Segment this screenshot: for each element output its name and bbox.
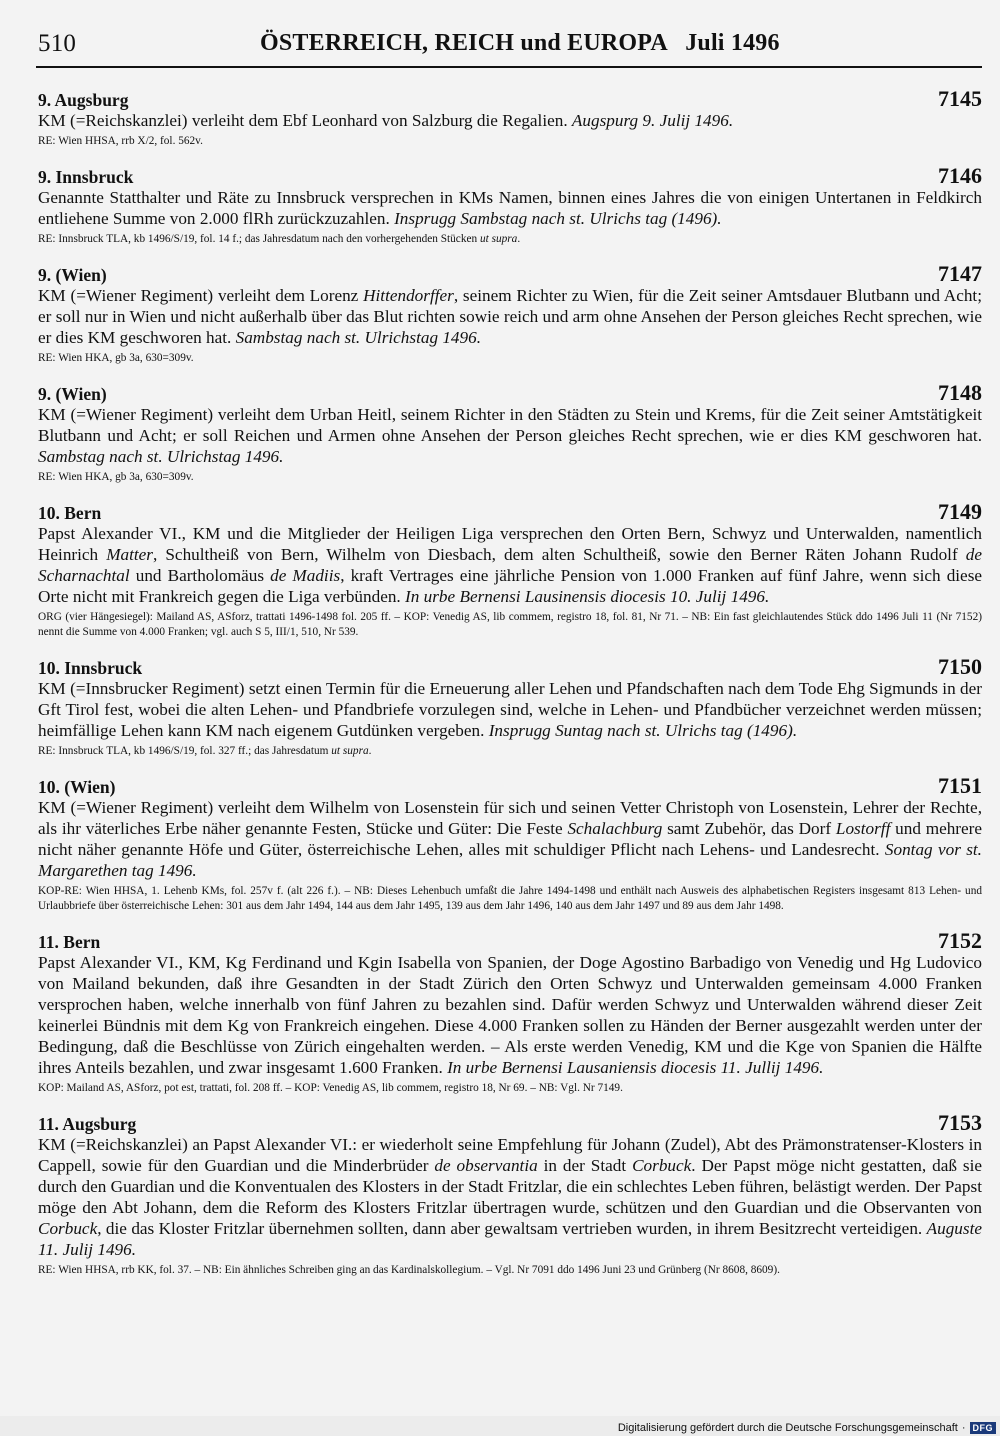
text-run: Papst Alexander VI., KM und die Mitglieder der Heiligen Liga versprechen den Orten Bern, Schwyz und Unterwalden, namentlich Heinrich	[38, 524, 982, 564]
entry-number: 7153	[938, 1110, 982, 1135]
entry-number: 7148	[938, 380, 982, 405]
text-run: KM (=Wiener Regiment) verleiht dem Wilhelm von Losenstein für sich und seinen Vetter Christoph von Losenstein, Lehrer der Rechte, als ihr väterliches Erbe näher genannte Festen, Stücke und Güter: Die Feste	[38, 798, 982, 838]
entry-number: 7146	[938, 163, 982, 188]
regest-entry	[38, 86, 982, 149]
entry-date-place: 9. Innsbruck	[38, 167, 134, 187]
text-run: KM (=Wiener Regiment) verleiht dem Lorenz	[38, 286, 364, 305]
italic-text-run: Sontag vor st. Margarethen tag 1496.	[38, 840, 982, 880]
italic-text-run: Insprugg Sambstag nach st. Ulrichs tag (1496).	[394, 209, 722, 228]
entry-summary	[38, 1134, 982, 1260]
italic-text-run: Corbuck	[632, 1156, 692, 1175]
note-run: ORG (vier Hängesiegel): Mailand AS, ASforz, trattati 1496-1498 fol. 205 ff. – KOP: Venedig AS, lib commem, registro 18, fol. 81, Nr 71. – NB: Ein fast gleichlautendes Stück ddo 1496 Juli 11 (Nr 7152) nennt die Summe von 4.000 Franken; vgl. auch S 5, III/1, 510, Nr 539.	[38, 611, 982, 638]
note-run: RE: Wien HKA, gb 3a, 630=309v.	[38, 471, 194, 483]
note-run: RE: Wien HKA, gb 3a, 630=309v.	[38, 352, 194, 364]
entry-source-notes	[38, 744, 982, 759]
text-run: samt Zubehör, das Dorf	[662, 819, 836, 838]
italic-text-run: Matter	[106, 545, 153, 564]
note-run: RE: Wien HHSA, rrb X/2, fol. 562v.	[38, 135, 203, 147]
text-run: . Der Papst möge nicht gestatten, daß sie durch den Guardian und die Konventualen des Klosters in der Stadt Fritzlar, die ein schlechtes Leben führen, belästigt werden. Der Papst möge den Abt Johann, dem die Reform des Klosters Fritzlar übertragen wurde, schützen und den Guardian und die Observanten von	[38, 1156, 982, 1217]
italic-text-run: In urbe Bernensi Lausaniensis diocesis 11. Jullij 1496.	[447, 1058, 824, 1077]
text-run: und mehrere nicht näher genannte Höfe und Güter, österreichische Lehen, alles mit schuldiger Pflicht nach Lehens- und Landesrecht.	[38, 819, 982, 859]
entry-date-place: 9. (Wien)	[38, 384, 107, 404]
entry-number: 7147	[938, 261, 982, 286]
entry-heading	[38, 163, 982, 187]
text-run: in der Stadt	[537, 1156, 633, 1175]
entry-summary	[38, 404, 982, 467]
text-run: , kraft Vertrages eine jährliche Pension von 1.000 Franken auf fünf Jahre, wenn sich diese Orte nicht mit Frankreich gegen die Liga verbünden.	[38, 566, 983, 606]
entry-source-notes	[38, 610, 982, 640]
text-run: KM (=Reichskanzlei) an Papst Alexander VI.: er wiederholt seine Empfehlung für Johann (Zudel), Abt des Prämonstratenser-Klosters in Cappell, sowie für den Guardian und die Minderbrüder	[38, 1135, 982, 1175]
entry-date-place: 10. Innsbruck	[38, 658, 143, 678]
text-run: , Schultheiß von Bern, Wilhelm von Diesbach, dem alten Schultheiß, sowie den Berner Räten Johann Rudolf	[153, 545, 966, 564]
entry-source-notes	[38, 1081, 982, 1096]
regest-entry	[38, 773, 982, 914]
italic-text-run: Lostorff	[835, 819, 891, 838]
text-run: KM (=Wiener Regiment) verleiht dem Urban Heitl, seinem Richter in den Städten zu Stein und Krems, für die Zeit seiner Amtstätigkeit Blutbann und Acht; er soll Reichen und Armen ohne Ansehen der Person gleiches Recht sprechen, wie er dies KM geschworen hat.	[38, 405, 982, 445]
entry-summary	[38, 523, 982, 607]
footer-credit: Digitalisierung gefördert durch die Deutsche Forschungsgemeinschaft · DFG	[618, 1420, 996, 1436]
entry-summary	[38, 187, 982, 229]
regesta-list	[38, 86, 982, 1292]
entry-heading	[38, 261, 982, 285]
entry-source-notes	[38, 884, 982, 914]
text-run: Genannte Statthalter und Räte zu Innsbruck versprechen in KMs Namen, binnen eines Jahres die von einigen Untertanen in Feldkirch entliehene Summe von 2.000 flRh zurückzuzahlen.	[38, 188, 982, 228]
dfg-logo: DFG	[970, 1422, 997, 1434]
regest-entry	[38, 654, 982, 759]
italic-text-run: Corbuck	[38, 1219, 98, 1238]
regest-entry	[38, 261, 982, 366]
page-title: ÖSTERREICH, REICH und EUROPA Juli 1496	[260, 30, 780, 56]
italic-text-run: Schalachburg	[567, 819, 663, 838]
entry-heading	[38, 654, 982, 678]
italic-text-run: de Madiis	[270, 566, 341, 585]
regest-entry	[38, 1110, 982, 1278]
italic-note-run: ut supra	[331, 745, 369, 757]
text-run: , die das Kloster Fritzlar übernehmen sollten, dann aber gewaltsam vertrieben wurden, in ihrem Besitzrecht verteidigen.	[97, 1219, 927, 1238]
regest-entry	[38, 928, 982, 1096]
running-head	[38, 30, 982, 66]
italic-text-run: Sambstag nach st. Ulrichstag 1496.	[235, 328, 482, 347]
entry-date-place: 10. Bern	[38, 503, 102, 523]
header-rule	[36, 66, 982, 68]
entry-number: 7151	[938, 773, 982, 798]
italic-text-run: de observantia	[434, 1156, 538, 1175]
entry-number: 7152	[938, 928, 982, 953]
text-run: Papst Alexander VI., KM, Kg Ferdinand und Kgin Isabella von Spanien, der Doge Agostino Barbadigo von Venedig und Hg Ludovico von Mailand bekunden, daß ihre Gesandten in der Stadt Zürich den Orten Schwyz und Unterwalden gemeinsam 4.000 Franken versprochen haben, welche innerhalb von fünf Jahren zu bezahlen sind. Dafür werden Schwyz und Unterwalden während dieser Zeit keinerlei Bündnis mit dem Kg von Frankreich eingehen. Diese 4.000 Franken sollen zu Händen der Berner ausgezahlt werden unter der Bedingung, daß die Beschlüsse von Zürich eingehalten werden. – Als erste werden Venedig, KM und die Kge von Spanien die Hälfte ihres Anteils bezahlen, und zwar insgesamt 1.600 Franken.	[38, 953, 982, 1077]
entry-source-notes	[38, 232, 982, 247]
text-run: KM (=Reichskanzlei) verleiht dem Ebf Leonhard von Salzburg die Regalien.	[38, 111, 572, 130]
italic-text-run: Auguste 11. Julij 1496.	[38, 1219, 982, 1259]
italic-text-run: Sambstag nach st. Ulrichstag 1496.	[38, 447, 284, 466]
entry-summary	[38, 952, 982, 1078]
entry-summary	[38, 678, 982, 741]
entry-number: 7149	[938, 499, 982, 524]
entry-summary	[38, 797, 982, 881]
entry-source-notes	[38, 134, 982, 149]
regest-entry	[38, 499, 982, 640]
entry-heading	[38, 773, 982, 797]
note-run: RE: Innsbruck TLA, kb 1496/S/19, fol. 327 ff.; das Jahresdatum	[38, 745, 332, 757]
footer-text: Digitalisierung gefördert durch die Deutsche Forschungsgemeinschaft	[617, 1422, 958, 1434]
note-run: RE: Wien HHSA, rrb KK, fol. 37. – NB: Ein ähnliches Schreiben ging an das Kardinalskollegium. – Vgl. Nr 7091 ddo 1496 Juni 23 und Grünberg (Nr 8608, 8609).	[38, 1264, 780, 1276]
note-run: .	[368, 745, 372, 757]
regest-entry	[38, 163, 982, 247]
entry-heading	[38, 499, 982, 523]
text-run: KM (=Innsbrucker Regiment) setzt einen Termin für die Erneuerung aller Lehen und Pfandschaften nach dem Tode Ehg Sigmunds in der Gft Tirol fest, wobei die alten Lehen- und Pfandbriefe vorzulegen sind, welche in Lehen- und Pfandbücher verzeichnet werden müssen; heimfällige Lehen kann KM nach eigenem Gutdünken vergeben.	[38, 679, 982, 740]
entry-heading	[38, 380, 982, 404]
entry-date-place: 10. (Wien)	[38, 777, 116, 797]
entry-source-notes	[38, 1263, 982, 1278]
entry-summary	[38, 110, 982, 131]
entry-date-place: 9. (Wien)	[38, 265, 107, 285]
italic-text-run: de Scharnachtal	[38, 545, 982, 585]
note-run: RE: Innsbruck TLA, kb 1496/S/19, fol. 14 f.; das Jahresdatum nach den vorhergehenden Stücken	[38, 233, 480, 245]
regest-entry	[38, 380, 982, 485]
entry-heading	[38, 1110, 982, 1134]
italic-note-run: ut supra	[479, 233, 518, 245]
note-run: .	[517, 233, 521, 245]
note-run: KOP-RE: Wien HHSA, 1. Lehenb KMs, fol. 257v f. (alt 226 f.). – NB: Dieses Lehenbuch umfaßt die Jahre 1494-1498 und enthält nach Ausweis des alphabetischen Registers insgesamt 813 Lehen- und Urlaubbriefe über österreichische Lehen: 301 aus dem Jahr 1494, 144 aus dem Jahr 1495, 139 aus dem Jahr 1496, 140 aus dem Jahr 1497 und 89 aus dem Jahr 1498.	[38, 885, 982, 912]
entry-number: 7150	[938, 654, 982, 679]
entry-date-place: 11. Bern	[38, 932, 101, 952]
entry-source-notes	[38, 470, 982, 485]
entry-date-place: 11. Augsburg	[38, 1114, 137, 1134]
entry-number: 7145	[938, 86, 982, 111]
entry-date-place: 9. Augsburg	[38, 90, 129, 110]
text-run: , seinem Richter zu Wien, für die Zeit seiner Amtsdauer Blutbann und Acht; er soll nur in Wien und nicht außerhalb über das Blut richten sowie reich und arm ohne Ansehen der Person gleiches Recht sprechen, wie er dies KM geschworen hat.	[38, 286, 982, 347]
italic-text-run: Hittendorffer	[363, 286, 454, 305]
note-run: KOP: Mailand AS, ASforz, pot est, trattati, fol. 208 ff. – KOP: Venedig AS, lib commem, registro 18, Nr 69. – NB: Vgl. Nr 7149.	[38, 1082, 623, 1094]
entry-heading	[38, 86, 982, 110]
italic-text-run: In urbe Bernensi Lausinensis diocesis 10. Julij 1496.	[405, 587, 770, 606]
italic-text-run: Insprugg Suntag nach st. Ulrichs tag (1496).	[488, 721, 798, 740]
entry-source-notes	[38, 351, 982, 366]
entry-heading	[38, 928, 982, 952]
entry-summary	[38, 285, 982, 348]
text-run: und Bartholomäus	[129, 566, 271, 585]
italic-text-run: Augspurg 9. Julij 1496.	[571, 111, 734, 130]
page-number: 510	[38, 30, 77, 57]
